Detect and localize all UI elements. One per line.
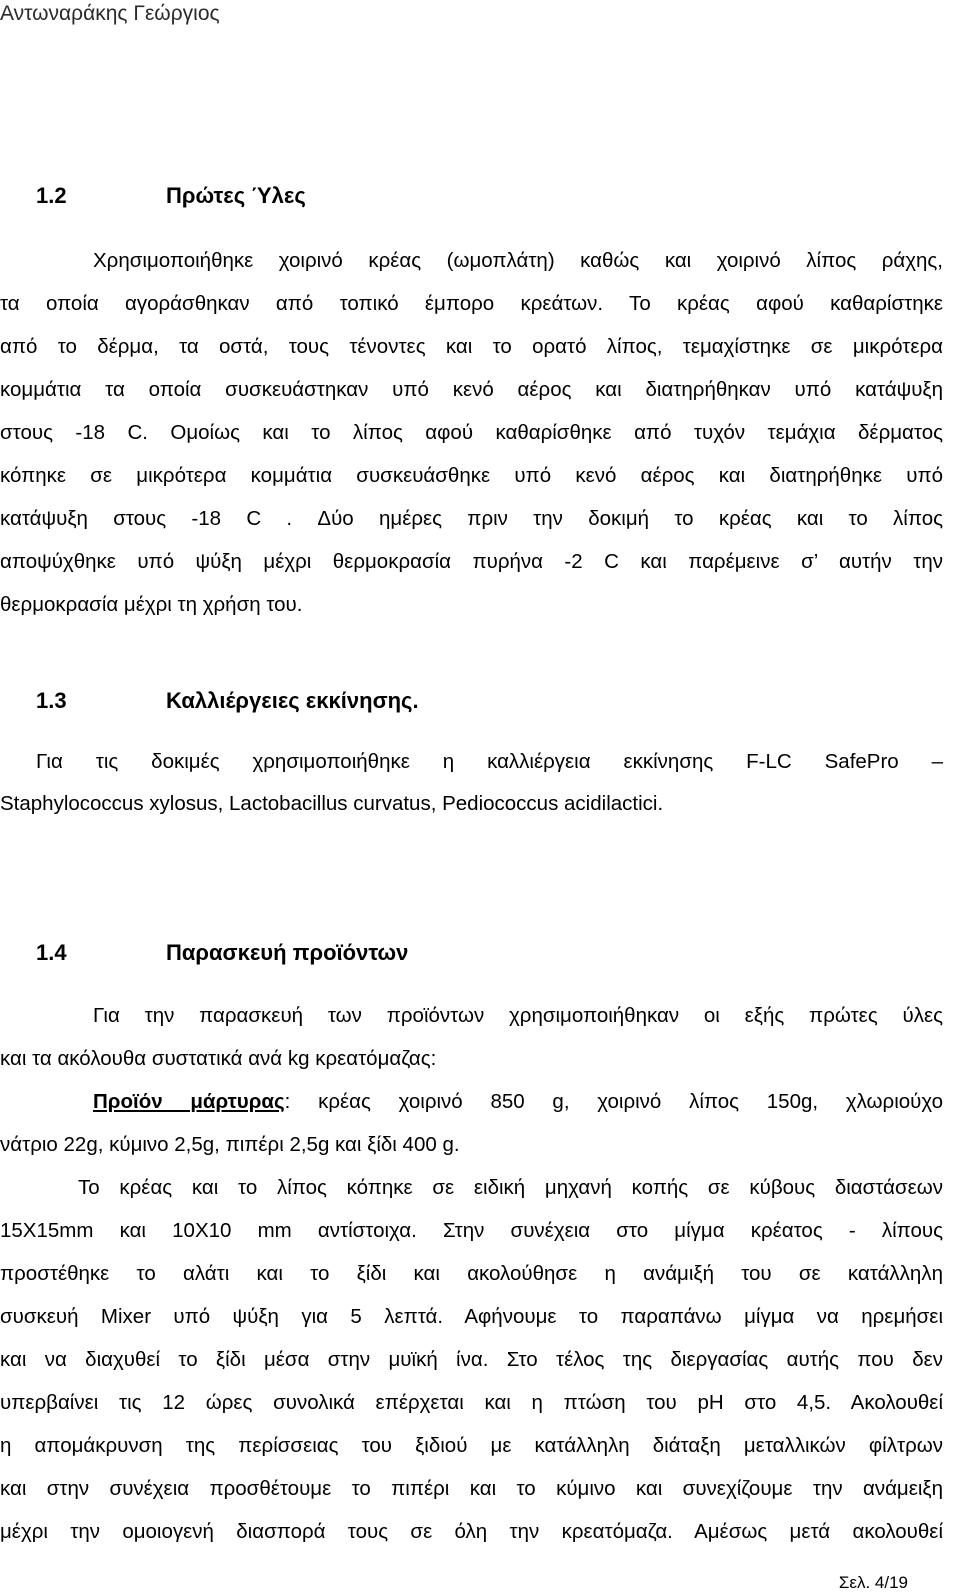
section-heading-1-2 [36,183,306,209]
paragraph-line: κομμάτια τα οποία συσκευάστηκαν υπό κενό αέρος και διατηρήθηκαν υπό κατάψυξη [0,378,943,401]
section-heading-1-4 [36,940,408,966]
section-heading-1-3 [36,688,419,714]
section-title: Καλλιέργειες εκκίνησης. [166,688,419,713]
paragraph-line: Για τις δοκιμές χρησιμοποιήθηκε η καλλιέργεια εκκίνησης F-LC SafePro – [36,750,943,773]
paragraph-line: και τα ακόλουθα συστατικά ανά kg κρεατόμαζας: [0,1047,437,1070]
section-title: Πρώτες Ύλες [166,183,306,208]
paragraph-line: προστέθηκε το αλάτι και το ξίδι και ακολούθησε η ανάμιξή του σε κατάλληλη [0,1262,943,1285]
paragraph-line: στους -18 C. Ομοίως και το λίπος αφού καθαρίσθηκε από τυχόν τεμάχια δέρματος [0,421,943,444]
control-product-line [93,1090,943,1114]
control-product-text: : κρέας χοιρινό 850 g, χοιρινό λίπος 150g, χλωριούχο [284,1090,943,1113]
paragraph-line: Το κρέας και το λίπος κόπηκε σε ειδική μηχανή κοπής σε κύβους διαστάσεων [78,1176,943,1199]
paragraph-line: και να διαχυθεί το ξίδι μέσα στην μυϊκή ίνα. Στο τέλος της διεργασίας αυτής που δεν [0,1348,943,1371]
paragraph-line: κατάψυξη στους -18 C . Δύο ημέρες πριν την δοκιμή το κρέας και το λίπος [0,507,943,530]
paragraph-line: συσκευή Mixer υπό ψύξη για 5 λεπτά. Αφήνουμε το παραπάνω μίγμα να ηρεμήσει [0,1305,943,1328]
header-author: Αντωναράκης Γεώργιος [0,2,220,25]
section-title: Παρασκευή προϊόντων [166,940,409,965]
paragraph-line: Staphylococcus xylosus, Lactobacillus curvatus, Pediococcus acidilactici. [0,792,664,815]
paragraph-line: και στην συνέχεια προσθέτουμε το πιπέρι και το κύμινο και συνεχίζουμε την ανάμειξη [0,1477,943,1500]
control-product-label: Προϊόν μάρτυρας [93,1090,285,1113]
paragraph-line: Για την παρασκευή των προϊόντων χρησιμοποιήθηκαν οι εξής πρώτες ύλες [93,1004,943,1027]
page-number: Σελ. 4/19 [838,1573,908,1592]
paragraph-line: Χρησιμοποιήθηκε χοιρινό κρέας (ωμοπλάτη) καθώς και χοιρινό λίπος ράχης, [93,249,943,272]
paragraph-line: τα οποία αγοράσθηκαν από τοπικό έμπορο κρεάτων. Το κρέας αφού καθαρίστηκε [0,292,943,315]
section-number: 1.3 [36,688,67,713]
section-number: 1.2 [36,183,67,208]
paragraph-line: θερμοκρασία μέχρι τη χρήση του. [0,593,303,616]
paragraph-line: υπερβαίνει τις 12 ώρες συνολικά επέρχεται και η πτώση του pH στο 4,5. Ακολουθεί [0,1391,943,1414]
paragraph-line: νάτριο 22g, κύμινο 2,5g, πιπέρι 2,5g και ξίδι 400 g. [0,1133,460,1156]
paragraph-line: η απομάκρυνση της περίσσειας του ξιδιού με κατάλληλη διάταξη μεταλλικών φίλτρων [0,1434,943,1457]
paragraph-line: μέχρι την ομοιογενή διασπορά τους σε όλη την κρεατόμαζα. Αμέσως μετά ακολουθεί [0,1520,943,1543]
section-number: 1.4 [36,940,67,965]
paragraph-line: 15Χ15mm και 10Χ10 mm αντίστοιχα. Στην συνέχεια στο μίγμα κρέατος - λίπους [0,1219,943,1242]
paragraph-line: κόπηκε σε μικρότερα κομμάτια συσκευάσθηκε υπό κενό αέρος και διατηρήθηκε υπό [0,464,943,487]
paragraph-line: από το δέρμα, τα οστά, τους τένοντες και το ορατό λίπος, τεμαχίστηκε σε μικρότερα [0,335,943,358]
paragraph-line: αποψύχθηκε υπό ψύξη μέχρι θερμοκρασία πυρήνα -2 C και παρέμεινε σ’ αυτήν την [0,550,943,573]
